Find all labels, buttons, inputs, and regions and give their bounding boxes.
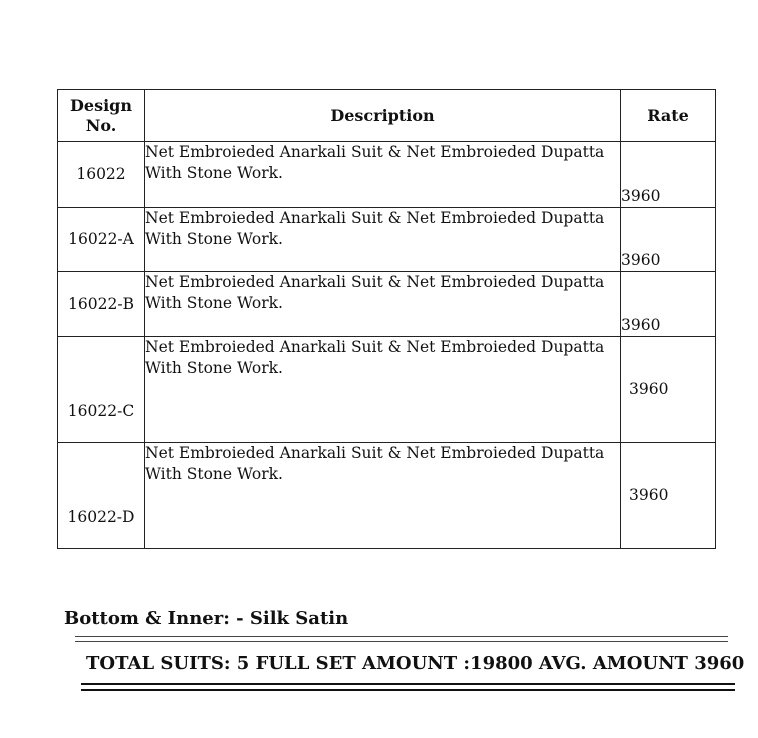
table-row [58, 443, 716, 549]
table-row [58, 272, 716, 337]
description-cell: Net Embroieded Anarkali Suit & Net Embroieded Dupatta With Stone Work. [145, 208, 621, 272]
design-no-cell: 16022 [58, 142, 145, 208]
rate-table [57, 89, 716, 549]
description-cell: Net Embroieded Anarkali Suit & Net Embroieded Dupatta With Stone Work. [145, 142, 621, 208]
header-rate: Rate [621, 90, 716, 142]
table-header-row [58, 90, 716, 142]
table-row [58, 208, 716, 272]
rate-cell: 3960 [621, 208, 716, 272]
separator-line [75, 636, 728, 637]
rate-cell: 3960 [621, 337, 716, 443]
design-no-cell: 16022-B [58, 272, 145, 337]
table-row [58, 337, 716, 443]
description-cell: Net Embroieded Anarkali Suit & Net Embroieded Dupatta With Stone Work. [145, 337, 621, 443]
table-row [58, 142, 716, 208]
separator-line [75, 641, 728, 642]
rate-cell: 3960 [621, 272, 716, 337]
header-description: Description [145, 90, 621, 142]
header-design-no: Design No. [58, 90, 145, 142]
description-cell: Net Embroieded Anarkali Suit & Net Embroieded Dupatta With Stone Work. [145, 272, 621, 337]
design-no-cell: 16022-A [58, 208, 145, 272]
separator-line [81, 683, 735, 685]
description-cell: Net Embroieded Anarkali Suit & Net Embroieded Dupatta With Stone Work. [145, 443, 621, 549]
rate-cell: 3960 [621, 443, 716, 549]
rate-cell: 3960 [621, 142, 716, 208]
totals-summary: TOTAL SUITS: 5 FULL SET AMOUNT :19800 AVG. AMOUNT 3960 [86, 653, 745, 674]
design-no-cell: 16022-D [58, 443, 145, 549]
bottom-inner-fabric-note: Bottom & Inner: - Silk Satin [64, 608, 349, 629]
separator-line [81, 689, 735, 691]
design-no-cell: 16022-C [58, 337, 145, 443]
